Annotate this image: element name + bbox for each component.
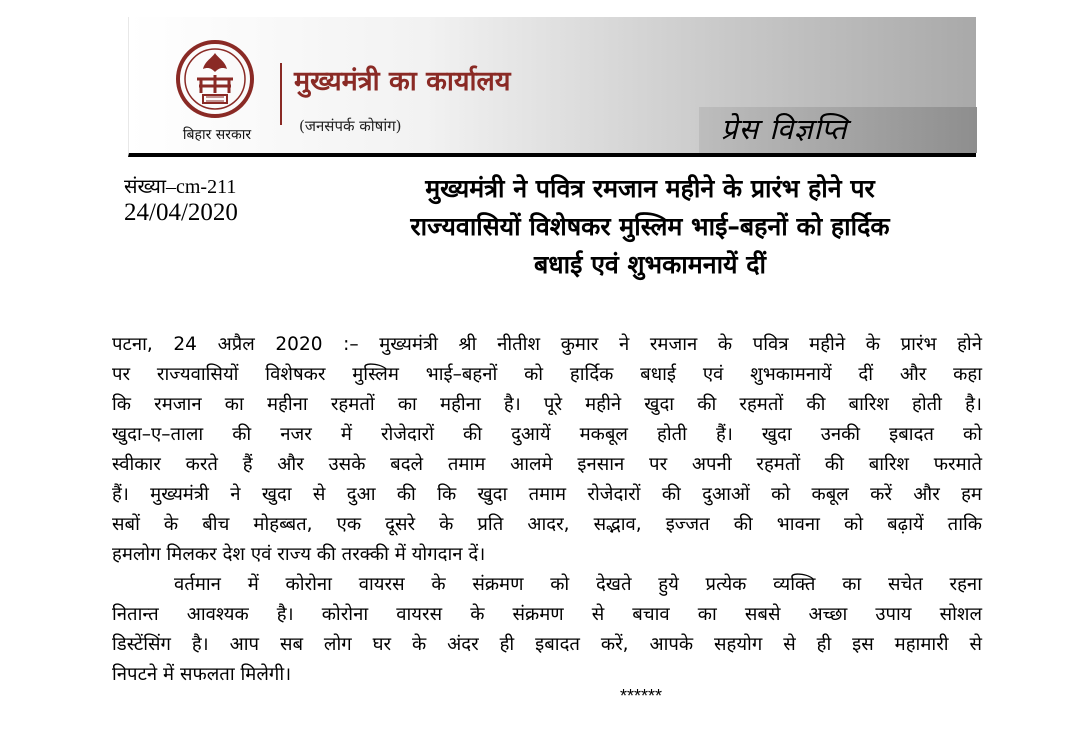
body-line: खुदा–ए–ताला की नजर में रोजेदारों की दुआयें मकबूल होती हैं। खुदा उनकी इबादत को xyxy=(112,424,982,445)
body-line: हमलोग मिलकर देश एवं राज्य की तरक्की में योगदान दें। xyxy=(112,544,486,565)
body-line: नितान्त आवश्यक है। कोरोना वायरस के संक्रमण से बचाव का सबसे अच्छा उपाय सोशल xyxy=(112,604,982,625)
bihar-emblem-icon xyxy=(175,39,255,119)
body-line: पर राज्यवासियों विशेषकर मुस्लिम भाई–बहनों को हार्दिक बधाई एवं शुभकामनायें दीं और कहा xyxy=(112,364,982,385)
body-line: वर्तमान में कोरोना वायरस के संक्रमण को देखते हुये प्रत्येक व्यक्ति का सचेत रहना xyxy=(174,574,982,595)
emblem-caption: बिहार सरकार xyxy=(182,127,252,143)
headline-line: बधाई एवं शुभकामनायें दीं xyxy=(533,250,767,279)
press-release-label: प्रेस विज्ञप्ति xyxy=(721,112,848,146)
body-line: पटना, 24 अप्रैल 2020 :– मुख्यमंत्री श्री नीतीश कुमार ने रमजान के पवित्र महीने के प्रारंभ होने xyxy=(112,334,982,355)
office-subtitle: (जनसंपर्क कोषांग) xyxy=(299,117,402,135)
press-release-body xyxy=(112,330,982,690)
headline-line: मुख्यमंत्री ने पवित्र रमजान महीने के प्रारंभ होने पर xyxy=(425,174,875,203)
body-line: हैं। मुख्यमंत्री ने खुदा से दुआ की कि खुदा तमाम रोजेदारों की दुआओं को कबूल करें और हम xyxy=(112,484,982,505)
headline-line: राज्यवासियों विशेषकर मुस्लिम भाई–बहनों को हार्दिक xyxy=(410,212,890,241)
release-number: संख्या–cm-211 xyxy=(124,176,237,198)
office-title: मुख्यमंत्री का कार्यालय xyxy=(294,66,511,97)
header-banner xyxy=(128,17,976,157)
body-line: डिस्टेंसिंग है। आप सब लोग घर के अंदर ही इबादत करें, आपके सहयोग से ही इस महामारी से xyxy=(112,634,982,655)
release-date: 24/04/2020 xyxy=(124,199,238,226)
body-line: कि रमजान का महीना रहमतों का महीना है। पूरे महीने खुदा की रहमतों की बारिश होती है। xyxy=(112,394,982,415)
body-line: सबों के बीच मोहब्बत, एक दूसरे के प्रति आदर, सद्भाव, इज्जत की भावना को बढ़ायें ताकि xyxy=(112,514,982,535)
end-mark: ****** xyxy=(620,686,663,706)
banner-divider xyxy=(280,63,282,125)
headline xyxy=(310,170,990,284)
body-line: स्वीकार करते हैं और उसके बदले तमाम आलमे इनसान पर अपनी रहमतों की बारिश फरमाते xyxy=(112,454,982,475)
body-line: निपटने में सफलता मिलेगी। xyxy=(112,664,292,685)
